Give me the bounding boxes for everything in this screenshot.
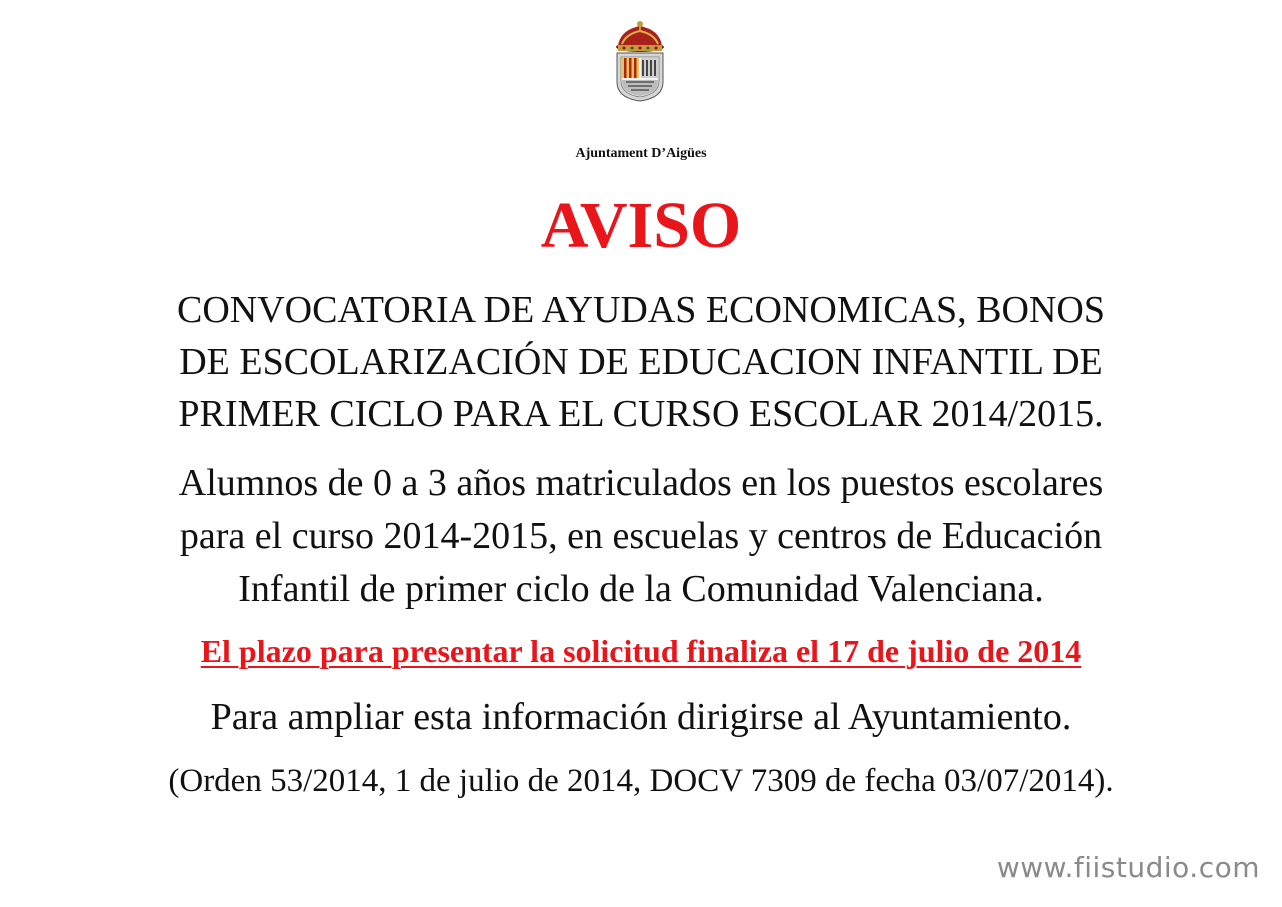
heading-line: DE ESCOLARIZACIÓN DE EDUCACION INFANTIL DE <box>179 341 1103 383</box>
legal-reference: (Orden 53/2014, 1 de julio de 2014, DOCV 7309 de fecha 03/07/2014). <box>168 763 1114 799</box>
more-info-text: Para ampliar esta información dirigirse al Ayuntamiento. <box>210 696 1072 738</box>
notice-body <box>60 457 1222 616</box>
municipal-coat-of-arms-icon <box>612 20 668 102</box>
body-line: Infantil de primer ciclo de la Comunidad Valenciana. <box>238 568 1044 610</box>
heading-line: CONVOCATORIA DE AYUDAS ECONOMICAS, BONOS <box>177 289 1105 331</box>
council-name: Ajuntament D’Aigües <box>575 146 707 161</box>
heading-line: PRIMER CICLO PARA EL CURSO ESCOLAR 2014/2015. <box>178 393 1104 435</box>
body-line: para el curso 2014-2015, en escuelas y centros de Educación <box>179 515 1103 557</box>
body-line: Alumnos de 0 a 3 años matriculados en los puestos escolares <box>178 462 1104 504</box>
deadline-notice: El plazo para presentar la solicitud finaliza el 17 de julio de 2014 <box>200 633 1082 669</box>
watermark: www.fiistudio.com <box>996 851 1260 884</box>
notice-title: AVISO <box>540 189 742 262</box>
notice-heading <box>60 284 1222 440</box>
